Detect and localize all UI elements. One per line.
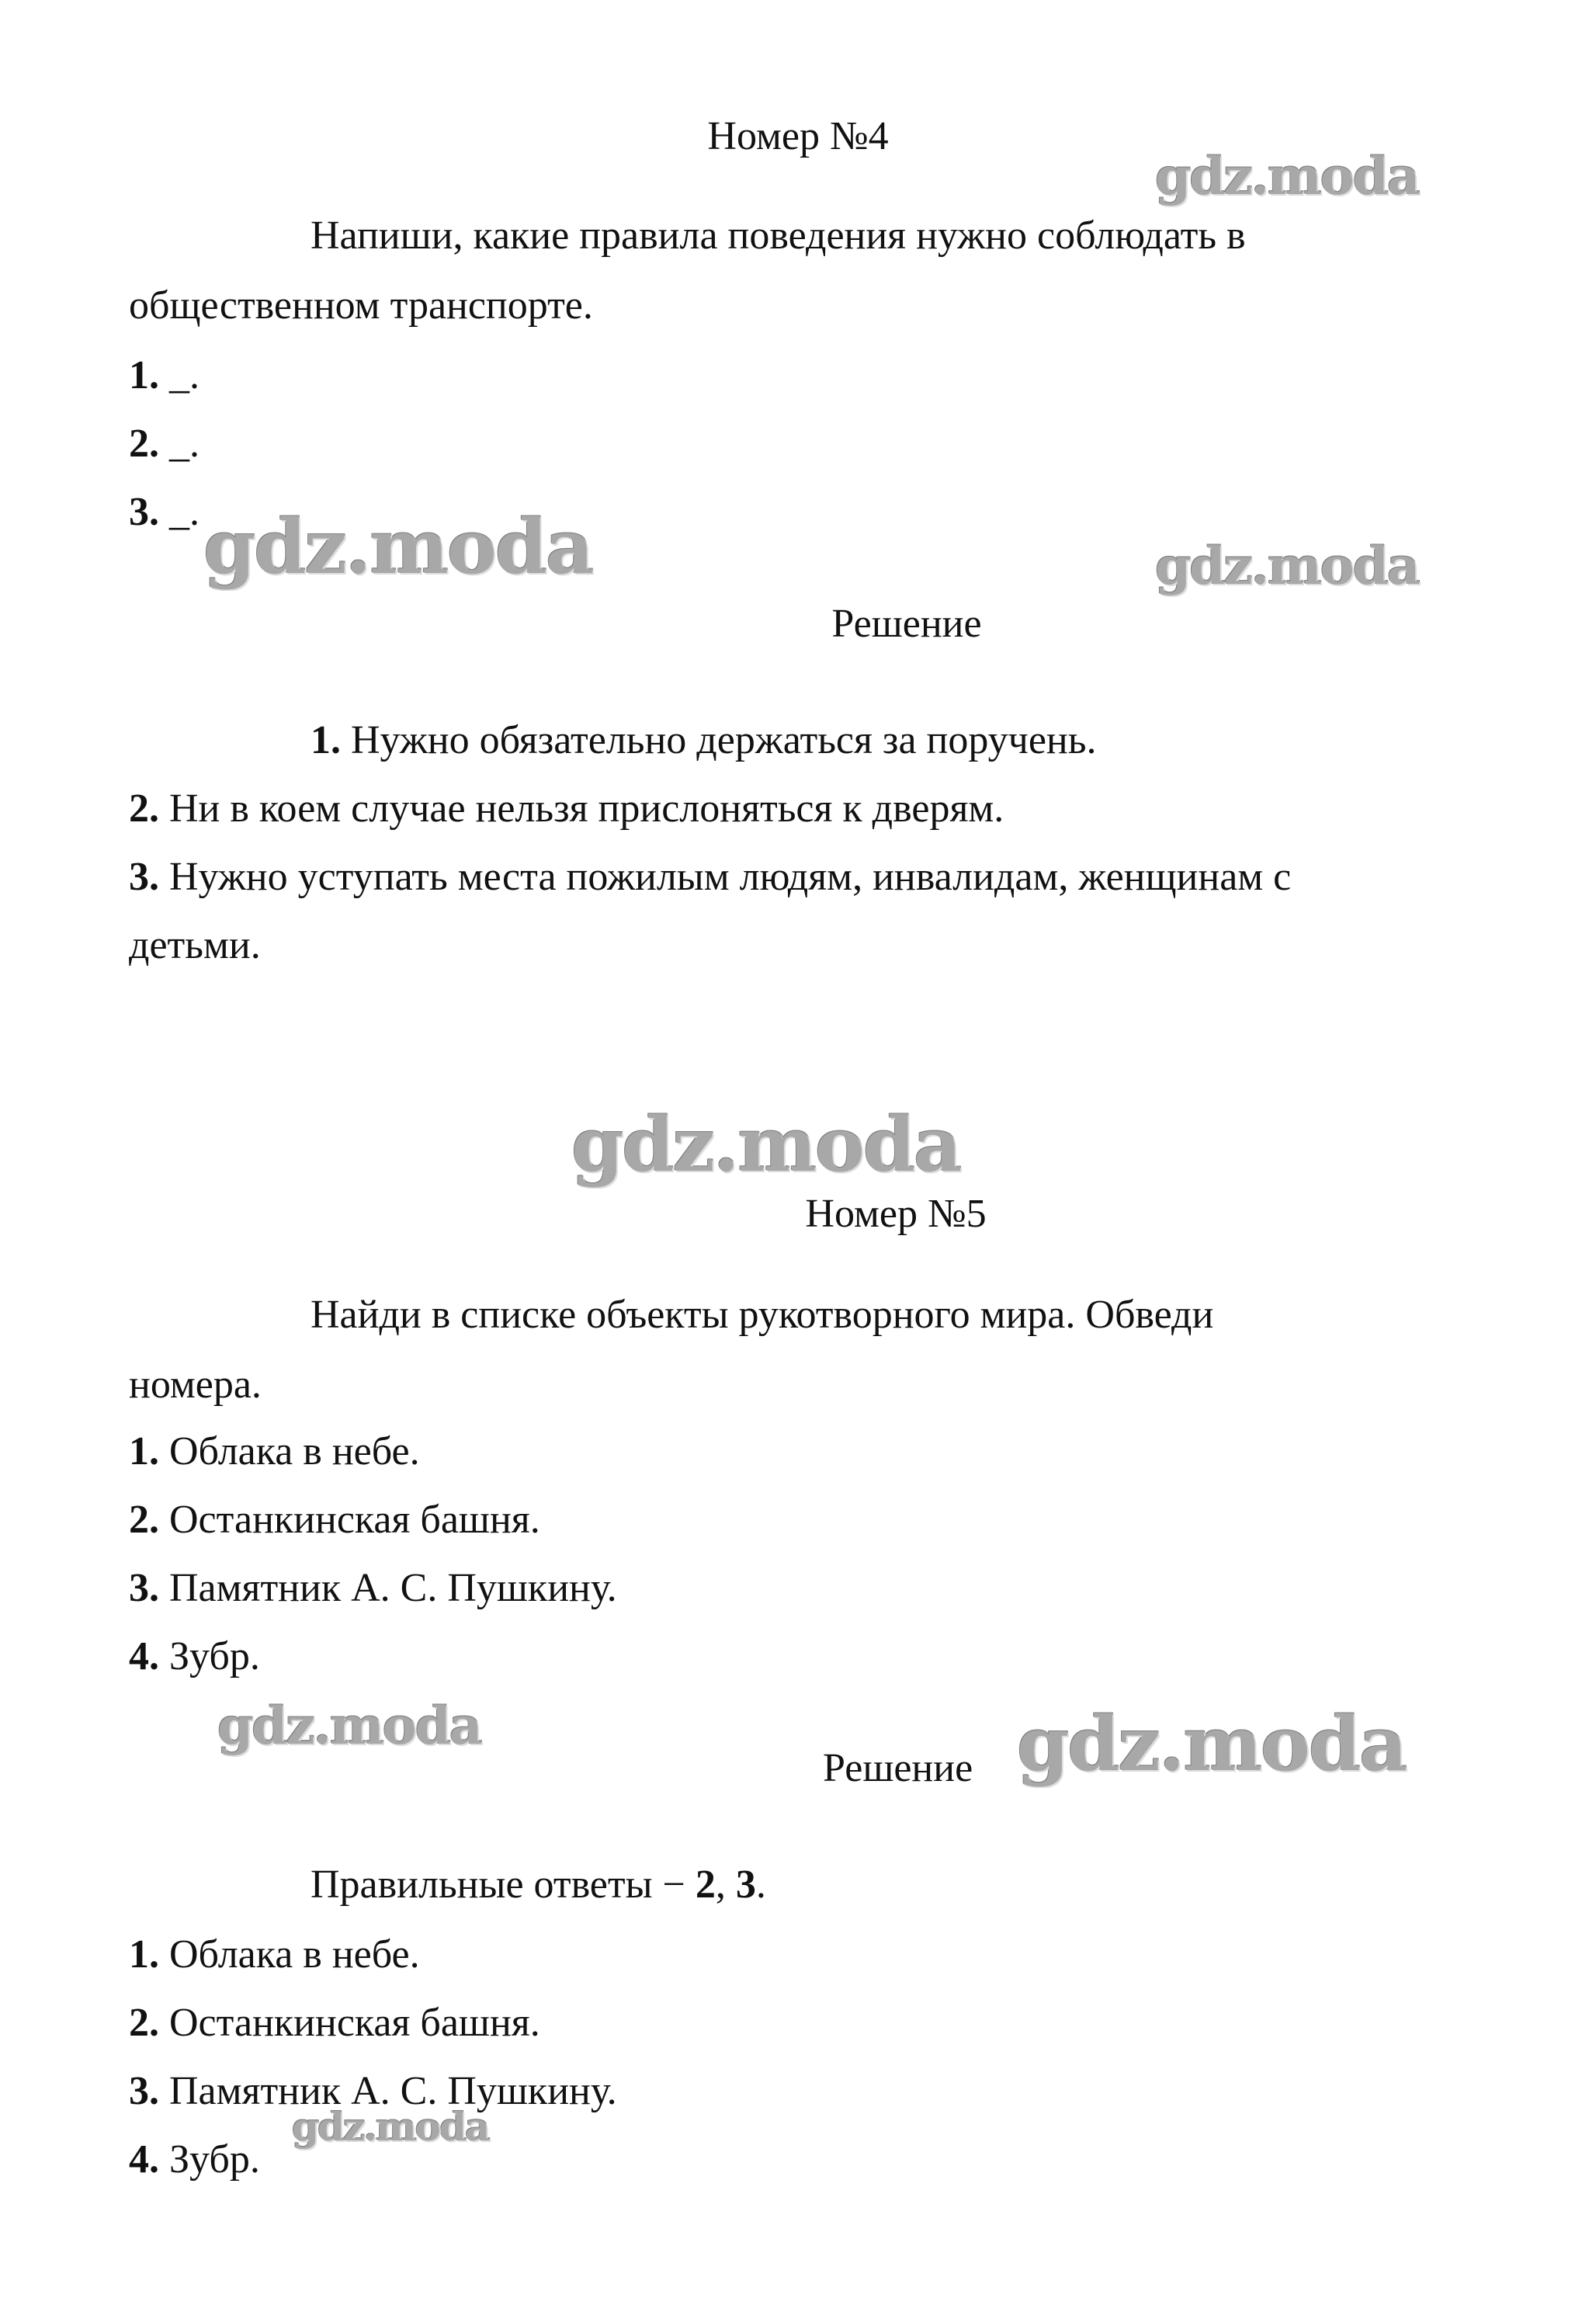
list-number: 1. bbox=[129, 1429, 159, 1474]
watermark: gdz.moda bbox=[217, 1696, 481, 1756]
task5-question-line2: номера. bbox=[129, 1363, 262, 1407]
task5-item-4 bbox=[129, 1633, 260, 1680]
item-text: Памятник А. С. Пушкину. bbox=[159, 2069, 617, 2113]
task4-answer-3-continuation: детьми. bbox=[129, 923, 261, 967]
answer-text: Ни в коем случае нельзя прислоняться к дверям. bbox=[159, 786, 1004, 831]
list-number: 1. bbox=[129, 1932, 159, 1977]
answer-text: Нужно уступать места пожилым людям, инвалидам, женщинам с bbox=[159, 855, 1292, 899]
item-text: Облака в небе. bbox=[159, 1429, 420, 1474]
task4-blank-2 bbox=[129, 421, 200, 467]
task4-answer-3 bbox=[129, 854, 1291, 901]
list-number: 1. bbox=[311, 718, 341, 762]
list-number: 2. bbox=[129, 1498, 159, 1542]
task4-answer-2 bbox=[129, 786, 1004, 832]
task5-question-line1: Найди в списке объекты рукотворного мира. Обведи bbox=[311, 1293, 1214, 1337]
blank-text: _. bbox=[159, 490, 200, 534]
task5-solution-label: Решение bbox=[823, 1746, 973, 1790]
task5-answer-item-1 bbox=[129, 1932, 420, 1978]
list-number: 3. bbox=[129, 2069, 159, 2113]
list-number: 3. bbox=[129, 855, 159, 899]
watermark: gdz.moda bbox=[1155, 146, 1419, 207]
watermark: gdz.moda bbox=[1155, 536, 1419, 596]
list-number: 2. bbox=[129, 2001, 159, 2045]
list-number: 3. bbox=[129, 490, 159, 534]
task5-item-1 bbox=[129, 1428, 420, 1475]
task4-title: Номер №4 bbox=[707, 114, 889, 158]
task4-question-line2: общественном транспорте. bbox=[129, 283, 593, 328]
correct-answer-b: 3 bbox=[735, 1862, 756, 1907]
task4-solution-label: Решение bbox=[831, 602, 982, 646]
correct-prefix: Правильные ответы − bbox=[311, 1862, 696, 1907]
item-text: Зубр. bbox=[159, 1634, 260, 1678]
watermark: gdz.moda bbox=[1017, 1700, 1407, 1788]
task4-blank-3 bbox=[129, 489, 200, 536]
task4-question-line1: Напиши, какие правила поведения нужно соблюдать в bbox=[311, 213, 1246, 258]
correct-separator: , bbox=[715, 1862, 736, 1907]
task5-answer-item-2 bbox=[129, 2000, 540, 2046]
list-number: 3. bbox=[129, 1566, 159, 1610]
answer-text: Нужно обязательно держаться за поручень. bbox=[341, 718, 1097, 762]
watermark: gdz.moda bbox=[292, 2104, 489, 2150]
list-number: 4. bbox=[129, 1634, 159, 1678]
task5-item-3 bbox=[129, 1565, 617, 1612]
correct-end: . bbox=[755, 1862, 766, 1907]
blank-text: _. bbox=[159, 353, 200, 397]
list-number: 2. bbox=[129, 786, 159, 831]
task4-blank-1 bbox=[129, 352, 200, 399]
task5-answer-item-4 bbox=[129, 2137, 260, 2183]
item-text: Останкинская башня. bbox=[159, 1498, 540, 1542]
item-text: Памятник А. С. Пушкину. bbox=[159, 1566, 617, 1610]
task5-correct-answers bbox=[311, 1862, 766, 1908]
task4-answer-1 bbox=[311, 717, 1096, 764]
item-text: Облака в небе. bbox=[159, 1932, 420, 1977]
list-number: 1. bbox=[129, 353, 159, 397]
item-text: Зубр. bbox=[159, 2137, 260, 2182]
list-number: 2. bbox=[129, 422, 159, 466]
correct-answer-a: 2 bbox=[695, 1862, 716, 1907]
item-text: Останкинская башня. bbox=[159, 2001, 540, 2045]
watermark: gdz.moda bbox=[571, 1101, 961, 1189]
list-number: 4. bbox=[129, 2137, 159, 2182]
task5-item-2 bbox=[129, 1497, 540, 1543]
blank-text: _. bbox=[159, 422, 200, 466]
task5-title: Номер №5 bbox=[805, 1192, 987, 1236]
watermark: gdz.moda bbox=[203, 503, 593, 591]
